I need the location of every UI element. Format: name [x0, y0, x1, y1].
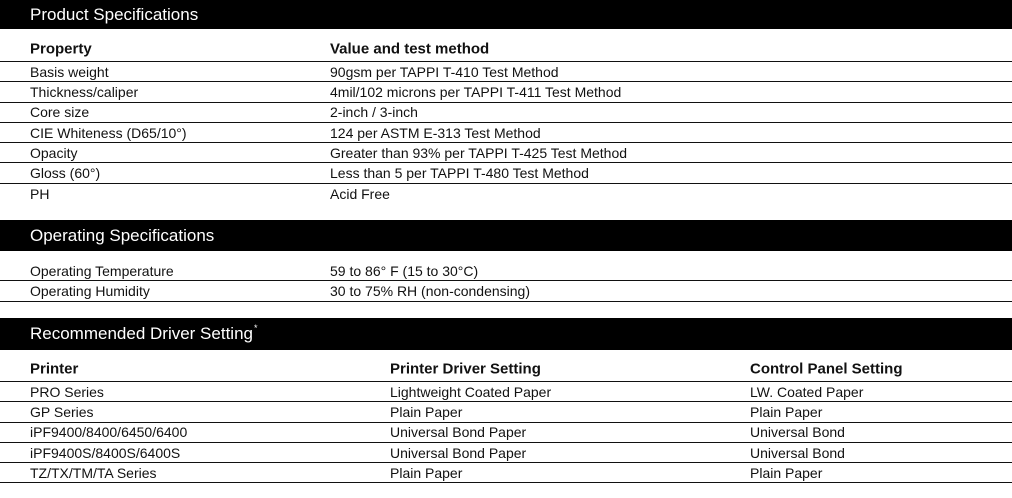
- column-header: Printer: [30, 360, 79, 378]
- printer-cell: PRO Series: [30, 383, 104, 400]
- table-row: [0, 402, 1012, 422]
- value-cell: Less than 5 per TAPPI T-480 Test Method: [330, 165, 589, 182]
- table-row: [0, 261, 1012, 281]
- column-header: Property: [30, 40, 92, 58]
- table-row: [0, 184, 1012, 204]
- printer-cell: iPF9400/8400/6450/6400: [30, 424, 188, 441]
- table-row: [0, 143, 1012, 163]
- panel-cell: Universal Bond: [750, 444, 845, 461]
- value-cell: Acid Free: [330, 185, 390, 202]
- printer-cell: TZ/TX/TM/TA Series: [30, 464, 157, 481]
- driver-cell: Universal Bond Paper: [390, 444, 527, 461]
- property-cell: Gloss (60°): [30, 165, 101, 182]
- column-header: Control Panel Setting: [750, 360, 903, 378]
- table-row: [0, 62, 1012, 82]
- product-specs-table: [0, 37, 1012, 204]
- panel-cell: Plain Paper: [750, 464, 823, 481]
- value-cell: 2-inch / 3-inch: [330, 104, 418, 121]
- driver-cell: Universal Bond Paper: [390, 424, 527, 441]
- column-header: Printer Driver Setting: [390, 360, 541, 378]
- table-row: [0, 123, 1012, 143]
- value-cell: 59 to 86° F (15 to 30°C): [330, 262, 479, 279]
- property-cell: PH: [30, 185, 50, 202]
- driver-cell: Plain Paper: [390, 403, 463, 420]
- operating-specs-title: Operating Specifications: [30, 225, 215, 245]
- property-cell: Opacity: [30, 144, 78, 161]
- property-cell: Operating Humidity: [30, 282, 150, 299]
- property-cell: Operating Temperature: [30, 262, 174, 279]
- table-row: [0, 82, 1012, 102]
- panel-cell: Universal Bond: [750, 424, 845, 441]
- printer-cell: iPF9400S/8400S/6400S: [30, 444, 181, 461]
- panel-cell: Plain Paper: [750, 403, 823, 420]
- table-header-row: [0, 357, 1012, 382]
- printer-cell: GP Series: [30, 403, 94, 420]
- operating-specs-header: [0, 220, 1012, 251]
- value-cell: 124 per ASTM E-313 Test Method: [330, 124, 541, 141]
- table-row: [0, 443, 1012, 463]
- property-cell: Thickness/caliper: [30, 83, 139, 100]
- product-specs-title: Product Specifications: [30, 4, 199, 24]
- table-row: [0, 382, 1012, 402]
- driver-setting-title: Recommended Driver Setting: [30, 324, 253, 343]
- value-cell: Greater than 93% per TAPPI T-425 Test Method: [330, 144, 628, 161]
- value-cell: 4mil/102 microns per TAPPI T-411 Test Method: [330, 83, 622, 100]
- table-header-row: [0, 37, 1012, 62]
- panel-cell: LW. Coated Paper: [750, 383, 864, 400]
- column-header: Value and test method: [330, 40, 490, 58]
- operating-specs-table: [0, 261, 1012, 302]
- table-row: [0, 281, 1012, 301]
- value-cell: 90gsm per TAPPI T-410 Test Method: [330, 63, 559, 80]
- property-cell: Core size: [30, 104, 90, 121]
- product-specs-header: [0, 0, 1012, 29]
- property-cell: Basis weight: [30, 63, 109, 80]
- value-cell: 30 to 75% RH (non-condensing): [330, 282, 531, 299]
- property-cell: CIE Whiteness (D65/10°): [30, 124, 187, 141]
- driver-cell: Plain Paper: [390, 464, 463, 481]
- footnote-mark: *: [253, 323, 258, 333]
- table-row: [0, 463, 1012, 483]
- table-row: [0, 163, 1012, 183]
- table-row: [0, 423, 1012, 443]
- table-row: [0, 103, 1012, 123]
- driver-setting-table: [0, 357, 1012, 483]
- driver-cell: Lightweight Coated Paper: [390, 383, 552, 400]
- driver-setting-header: [0, 318, 1012, 350]
